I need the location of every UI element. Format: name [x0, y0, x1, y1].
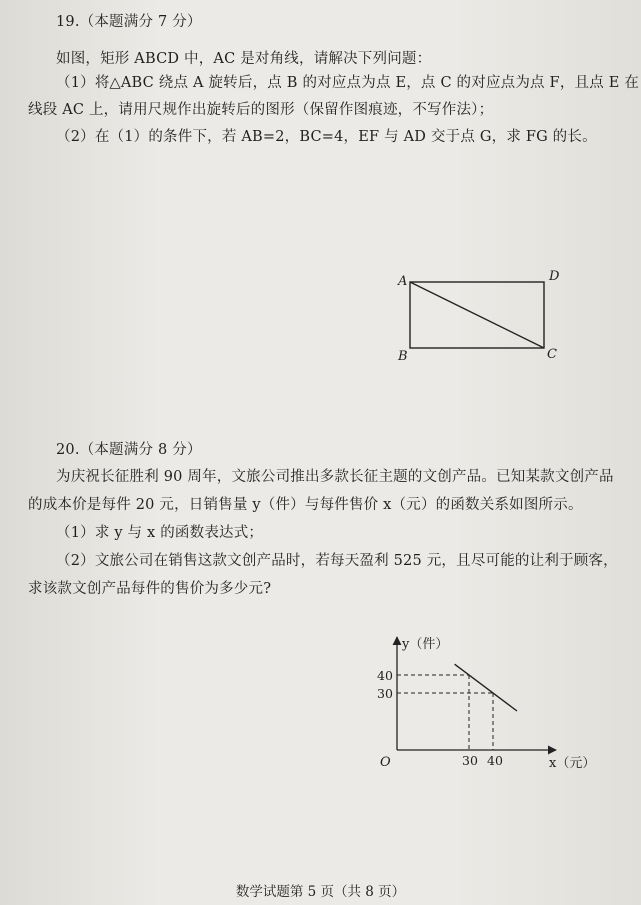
q20-part2-line2: 求该款文创产品每件的售价为多少元? — [28, 581, 272, 597]
q20-line2: 的成本价是每件 20 元，日销售量 y（件）与每件售价 x（元）的函数关系如图所示。 — [28, 497, 583, 513]
y-tick-label-30: 30 — [377, 686, 393, 701]
q19-part2: （2）在（1）的条件下，若 AB=2，BC=4，EF 与 AD 交于点 G，求 FG 的长。 — [56, 129, 597, 145]
q19-intro: 如图，矩形 ABCD 中，AC 是对角线，请解决下列问题： — [56, 51, 432, 67]
q20-heading: 20.（本题满分 8 分） — [56, 442, 202, 458]
page-footer: 数学试题第 5 页（共 8 页） — [235, 884, 406, 900]
q20-part2-line1: （2）文旅公司在销售这款文创产品时，若每天盈利 525 元，且尽可能的让利于顾客， — [56, 553, 618, 569]
vertex-label-c: C — [547, 347, 557, 362]
vertex-label-b: B — [398, 349, 408, 364]
q19-part1-line2: 线段 AC 上，请用尺规作出旋转后的图形（保留作图痕迹，不写作法）； — [28, 102, 494, 118]
origin-label: O — [380, 755, 391, 770]
x-axis-label: x（元） — [549, 756, 596, 771]
q20-part1: （1）求 y 与 x 的函数表达式； — [56, 525, 264, 541]
x-tick-label-40: 40 — [487, 753, 503, 768]
y-tick-label-40: 40 — [377, 668, 393, 683]
y-axis-label: y（件） — [402, 637, 449, 652]
x-tick-label-30: 30 — [462, 753, 478, 768]
q20-line1: 为庆祝长征胜利 90 周年，文旅公司推出多款长征主题的文创产品。已知某款文创产品 — [56, 469, 614, 485]
q19-part1-line1: （1）将△ABC 绕点 A 旋转后，点 B 的对应点为点 E，点 C 的对应点为点 F，且点 E 在 — [56, 75, 640, 91]
q19-heading: 19.（本题满分 7 分） — [56, 14, 202, 30]
vertex-label-d: D — [549, 269, 560, 284]
vertex-label-a: A — [398, 274, 408, 289]
function-line — [455, 664, 517, 711]
